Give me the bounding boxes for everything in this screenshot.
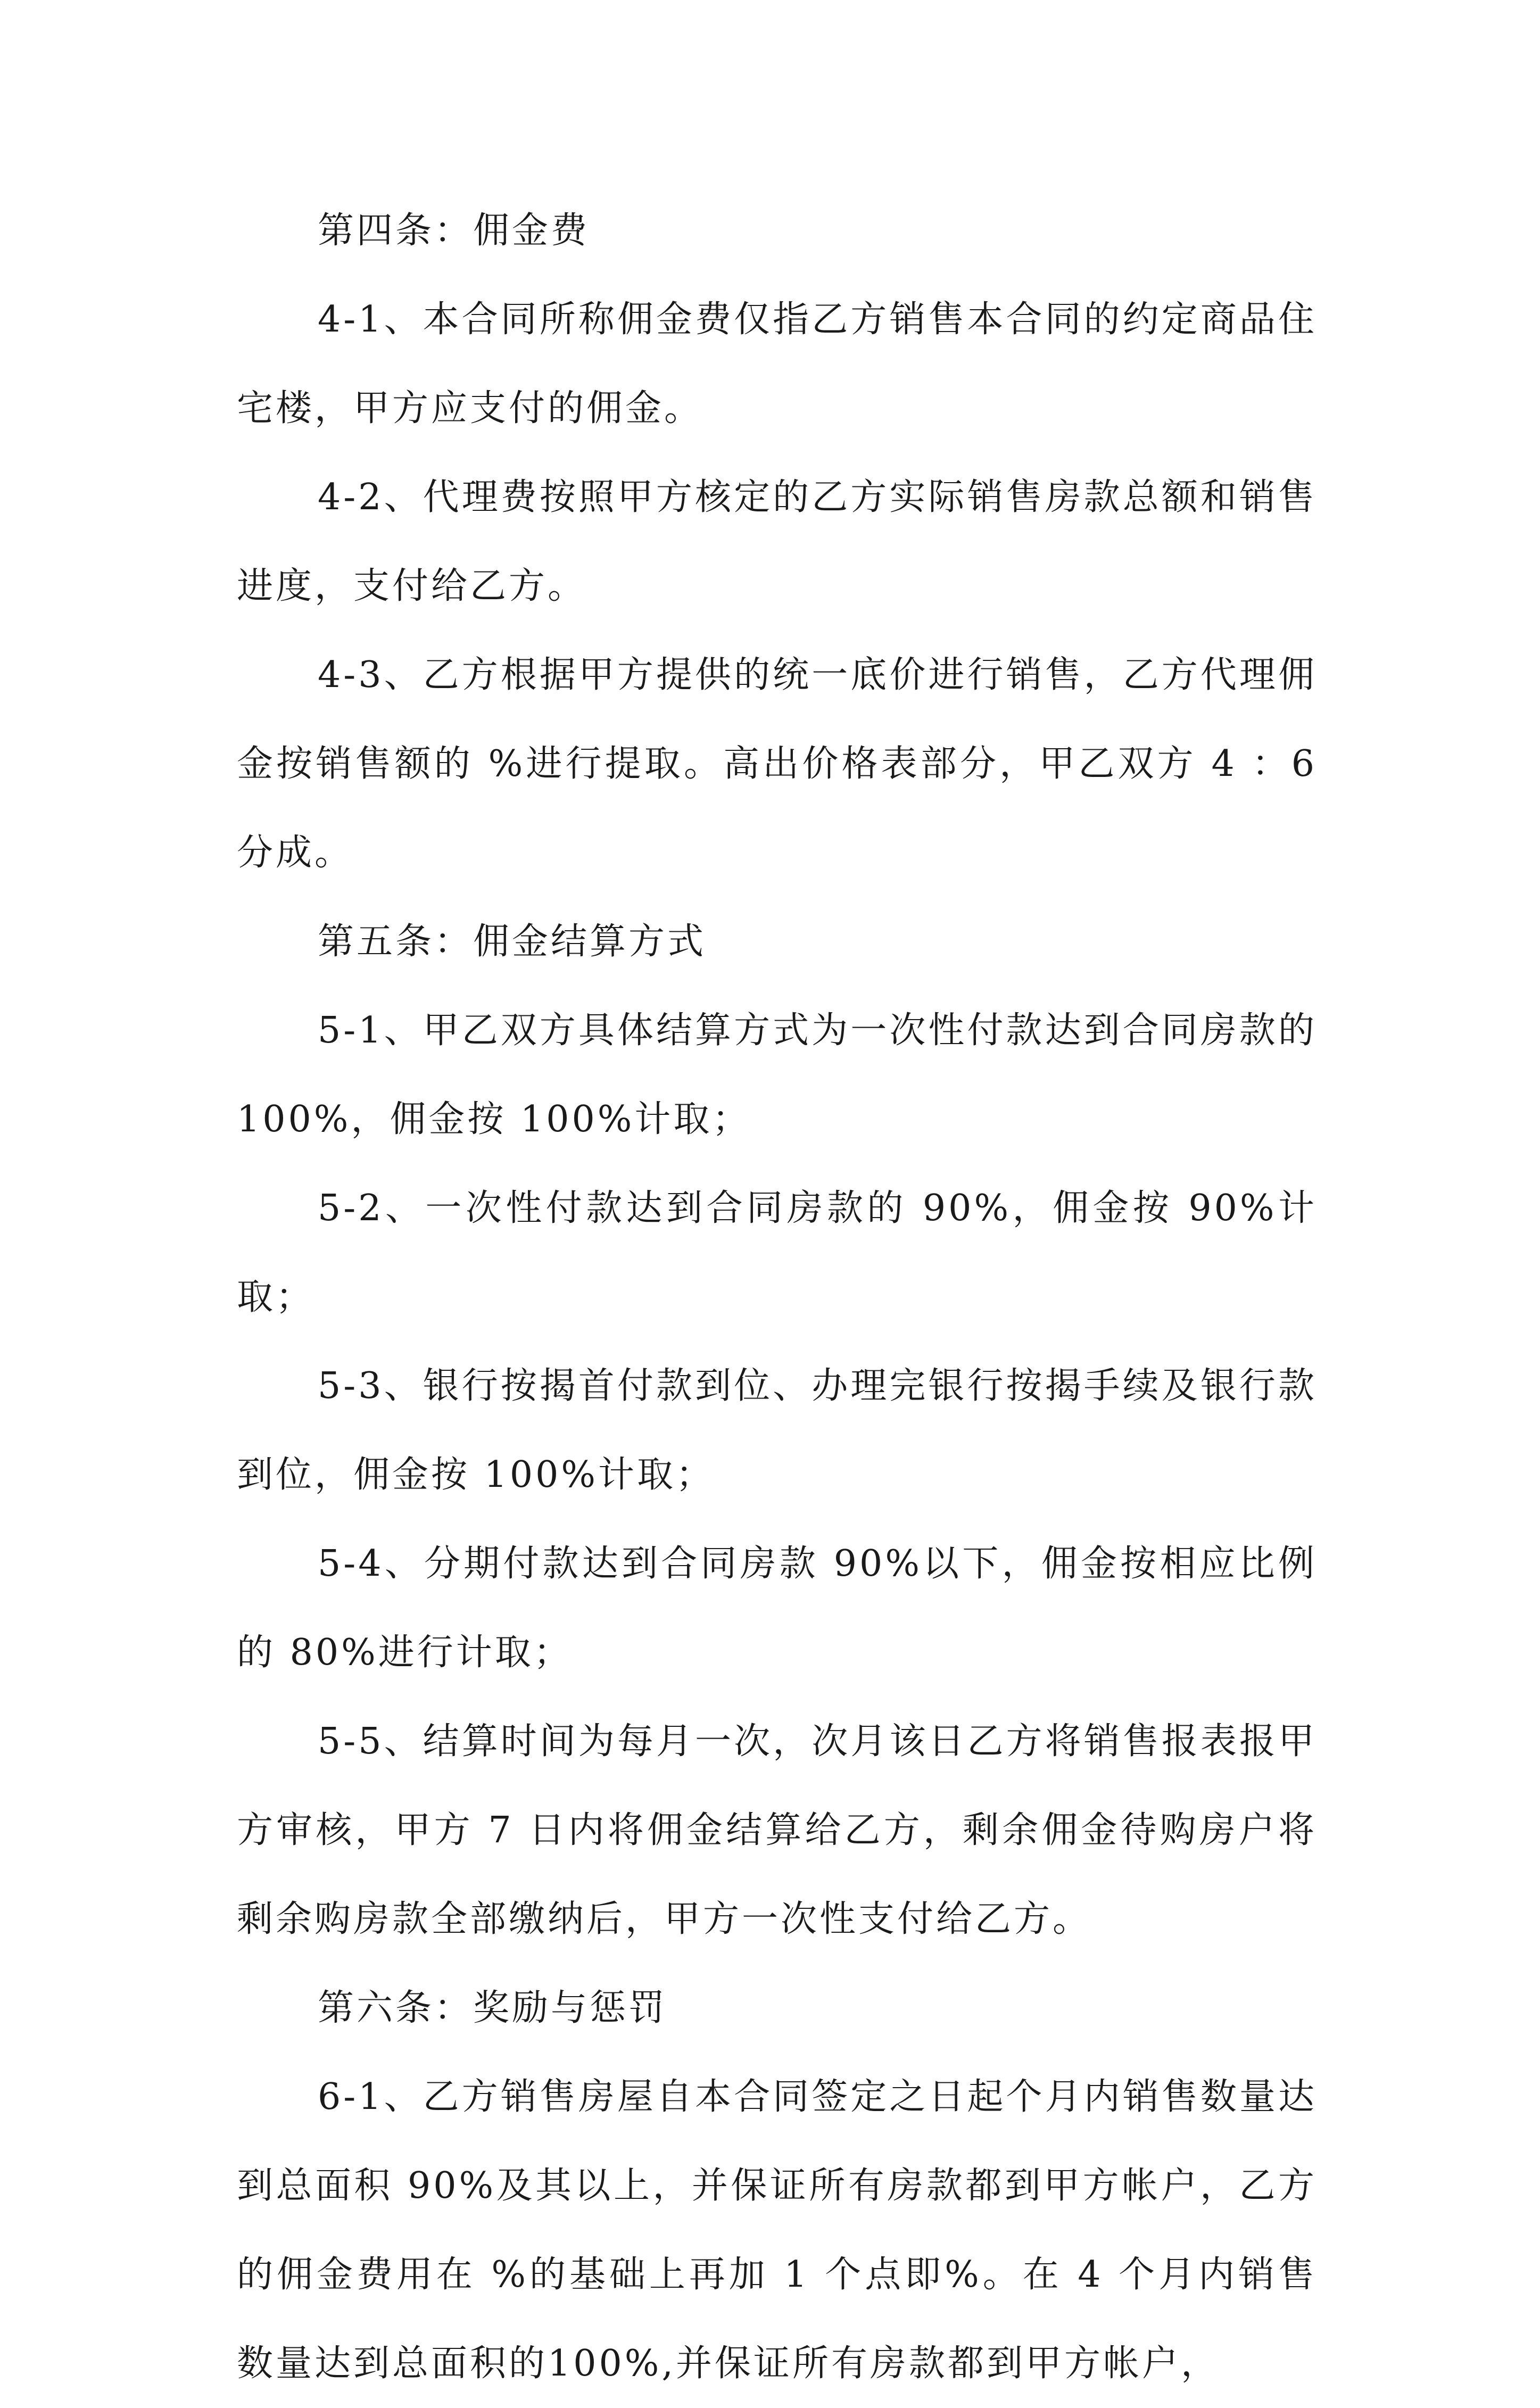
clause-5-3: 5-3、银行按揭首付款到位、办理完银行按揭手续及银行款到位，佣金按 100%计取； — [237, 1365, 1317, 1496]
clause-4-1: 4-1、本合同所称佣金费仅指乙方销售本合同的约定商品住宅楼，甲方应支付的佣金。 — [237, 299, 1317, 429]
clause-5-4: 5-4、分期付款达到合同房款 90%以下，佣金按相应比例的 80%进行计取； — [237, 1543, 1317, 1674]
clause-4-3: 4-3、乙方根据甲方提供的统一底价进行销售，乙方代理佣金按销售额的 %进行提取。高出价格表部分，甲乙双方 4 ：6 分成。 — [237, 654, 1317, 874]
clause-5-2: 5-2、一次性付款达到合同房款的 90%，佣金按 90%计取； — [237, 1187, 1317, 1318]
article-5-heading: 第五条：佣金结算方式 — [318, 921, 707, 963]
article-4-heading: 第四条：佣金费 — [318, 210, 590, 252]
clause-5-5: 5-5、结算时间为每月一次，次月该日乙方将销售报表报甲方审核，甲方 7 日内将佣金结算给乙方，剩余佣金待购房户将剩余购房款全部缴纳后，甲方一次性支付给乙方。 — [237, 1720, 1317, 1940]
article-6-heading: 第六条：奖励与惩罚 — [318, 1987, 668, 2029]
clause-5-1: 5-1、甲乙双方具体结算方式为一次性付款达到合同房款的 100%，佣金按 100%计取； — [237, 1009, 1317, 1140]
clause-6-1: 6-1、乙方销售房屋自本合同签定之日起个月内销售数量达到总面积 90%及其以上，并保证所有房款都到甲方帐户，乙方的佣金费用在 %的基础上再加 1 个点即%。在 4 个月内销售数量达到总面积的100%,并保证所有房款都到甲方帐户， — [237, 2076, 1317, 2385]
document-body — [237, 186, 1317, 2408]
clause-4-2: 4-2、代理费按照甲方核定的乙方实际销售房款总额和销售进度，支付给乙方。 — [237, 476, 1317, 607]
